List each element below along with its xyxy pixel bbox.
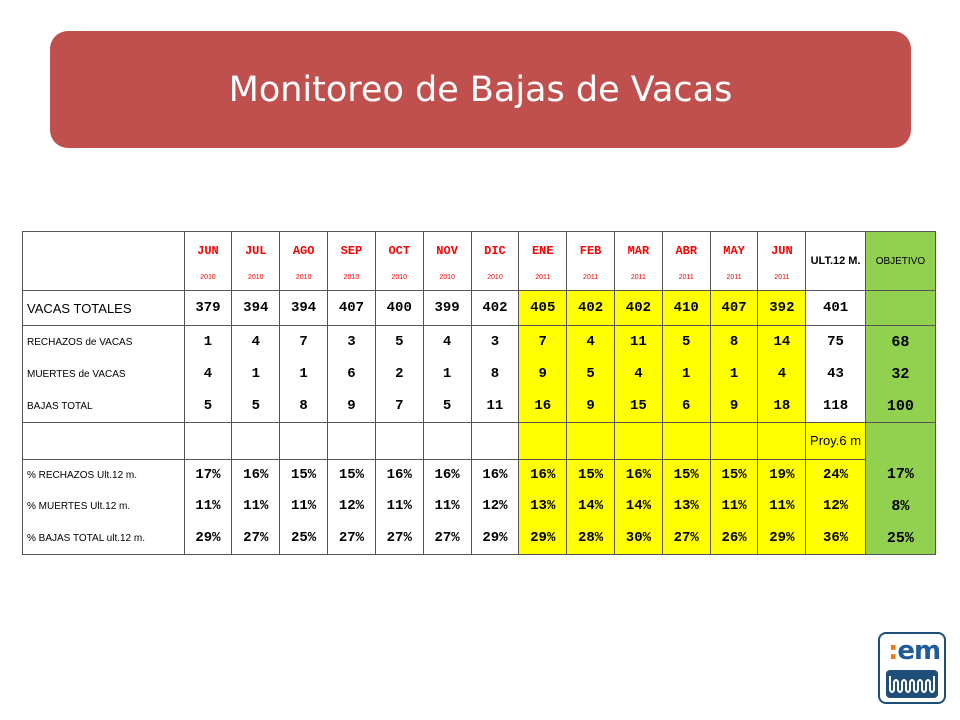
gap-cell — [567, 423, 615, 460]
table-cell: 8 — [471, 358, 519, 390]
table-cell: 402 — [615, 291, 663, 326]
table-cell: 16% — [615, 460, 663, 491]
table-cell: 18 — [758, 390, 806, 423]
table-cell: 1 — [232, 358, 280, 390]
table-cell: 11% — [375, 490, 423, 522]
table-cell: 1 — [662, 358, 710, 390]
table-cell: 14 — [758, 326, 806, 359]
table-cell: 16% — [423, 460, 471, 491]
objective-cell — [865, 291, 935, 326]
monitoring-table — [22, 231, 936, 555]
header-objetivo: OBJETIVO — [865, 232, 935, 291]
gap-cell — [23, 423, 185, 460]
table-cell: 5 — [232, 390, 280, 423]
table-cell: 16% — [471, 460, 519, 491]
table-cell: 11 — [471, 390, 519, 423]
table-cell: 7 — [519, 326, 567, 359]
header-month — [662, 232, 710, 291]
table-cell: 7 — [375, 390, 423, 423]
table-row — [23, 326, 936, 359]
month-label: DIC — [484, 243, 506, 258]
table-cell: 3 — [328, 326, 376, 359]
table-cell: 27% — [232, 522, 280, 555]
month-label: JUN — [197, 243, 219, 258]
table-cell: 394 — [232, 291, 280, 326]
gap-cell — [423, 423, 471, 460]
table-cell: 25% — [280, 522, 328, 555]
year-label: 2010 — [343, 273, 360, 281]
header-month — [567, 232, 615, 291]
table-cell: 4 — [567, 326, 615, 359]
year-label: 2010 — [295, 273, 312, 281]
table-cell: 19% — [758, 460, 806, 491]
row-label: RECHAZOS de VACAS — [23, 326, 185, 359]
header-month — [519, 232, 567, 291]
header-month — [184, 232, 232, 291]
header-row — [23, 232, 936, 291]
table-cell: 11% — [758, 490, 806, 522]
table-cell: 9 — [710, 390, 758, 423]
table-cell: 5 — [662, 326, 710, 359]
row-label: VACAS TOTALES — [23, 291, 185, 326]
gap-cell — [232, 423, 280, 460]
table-cell: 399 — [423, 291, 471, 326]
table-cell: 15 — [615, 390, 663, 423]
table-cell: 405 — [519, 291, 567, 326]
title-banner — [50, 31, 911, 148]
table-cell: 379 — [184, 291, 232, 326]
table-cell: 1 — [280, 358, 328, 390]
table-cell: 29% — [519, 522, 567, 555]
table-cell: 27% — [662, 522, 710, 555]
table-cell: 5 — [567, 358, 615, 390]
company-logo — [878, 632, 946, 704]
header-ult12: ULT.12 M. — [806, 232, 866, 291]
month-label: AGO — [292, 243, 315, 258]
year-label: 2011 — [678, 273, 694, 281]
ult12-cell: 118 — [806, 390, 866, 423]
header-month — [232, 232, 280, 291]
gap-cell — [375, 423, 423, 460]
table-cell: 1 — [423, 358, 471, 390]
year-label: 2011 — [774, 273, 790, 281]
month-label: FEB — [579, 243, 602, 258]
table-cell: 11% — [184, 490, 232, 522]
year-label: 2010 — [391, 273, 408, 281]
table-cell: 29% — [471, 522, 519, 555]
month-label: JUN — [771, 243, 793, 258]
header-month — [710, 232, 758, 291]
objective-cell: 25% — [865, 522, 935, 555]
table-cell: 9 — [328, 390, 376, 423]
table-row — [23, 460, 936, 491]
table-cell: 407 — [710, 291, 758, 326]
month-label: MAY — [723, 243, 745, 258]
table-cell: 11% — [280, 490, 328, 522]
header-month — [375, 232, 423, 291]
row-label: % BAJAS TOTAL ult.12 m. — [23, 522, 185, 555]
header-month — [328, 232, 376, 291]
row-label: MUERTES de VACAS — [23, 358, 185, 390]
table-cell: 6 — [662, 390, 710, 423]
table-cell: 16% — [375, 460, 423, 491]
gap-cell — [710, 423, 758, 460]
gap-cell — [662, 423, 710, 460]
table-cell: 7 — [280, 326, 328, 359]
gap-cell — [471, 423, 519, 460]
row-label: BAJAS TOTAL — [23, 390, 185, 423]
year-label: 2011 — [630, 273, 646, 281]
table-cell: 1 — [710, 358, 758, 390]
year-label: 2010 — [200, 273, 216, 281]
gap-cell — [865, 423, 935, 460]
table-row — [23, 291, 936, 326]
table-cell: 4 — [232, 326, 280, 359]
table-cell: 1 — [184, 326, 232, 359]
year-label: 2011 — [583, 273, 599, 281]
month-label: OCT — [388, 243, 411, 258]
table-cell: 410 — [662, 291, 710, 326]
header-month — [758, 232, 806, 291]
header-month — [280, 232, 328, 291]
table-row — [23, 490, 936, 522]
table-cell: 5 — [184, 390, 232, 423]
table-cell: 15% — [567, 460, 615, 491]
ult12-cell: 24% — [806, 460, 866, 491]
row-label: % MUERTES Ult.12 m. — [23, 490, 185, 522]
table-cell: 12% — [471, 490, 519, 522]
year-label: 2011 — [726, 273, 742, 281]
year-label: 2011 — [535, 273, 551, 281]
table-cell: 392 — [758, 291, 806, 326]
header-month — [423, 232, 471, 291]
ult12-cell: 401 — [806, 291, 866, 326]
table-cell: 394 — [280, 291, 328, 326]
table-cell: 6 — [328, 358, 376, 390]
table-cell: 400 — [375, 291, 423, 326]
table-cell: 8 — [280, 390, 328, 423]
logo-wave-icon — [886, 670, 938, 698]
table-cell: 402 — [471, 291, 519, 326]
table-cell: 14% — [615, 490, 663, 522]
table-cell: 402 — [567, 291, 615, 326]
table-cell: 407 — [328, 291, 376, 326]
table-cell: 4 — [615, 358, 663, 390]
table-row — [23, 522, 936, 555]
table-cell: 8 — [710, 326, 758, 359]
table-cell: 9 — [567, 390, 615, 423]
projection-label: Proy.6 m — [806, 423, 866, 460]
objective-cell: 17% — [865, 460, 935, 491]
gap-cell — [519, 423, 567, 460]
header-corner — [23, 232, 185, 291]
objective-cell: 8% — [865, 490, 935, 522]
table-cell: 14% — [567, 490, 615, 522]
table-cell: 16 — [519, 390, 567, 423]
table-cell: 16% — [519, 460, 567, 491]
projection-row — [23, 423, 936, 460]
gap-cell — [328, 423, 376, 460]
table-cell: 27% — [375, 522, 423, 555]
table-cell: 27% — [423, 522, 471, 555]
row-label: % RECHAZOS Ult.12 m. — [23, 460, 185, 491]
gap-cell — [758, 423, 806, 460]
table-cell: 15% — [328, 460, 376, 491]
ult12-cell: 36% — [806, 522, 866, 555]
table-cell: 4 — [758, 358, 806, 390]
table-cell: 11% — [232, 490, 280, 522]
table-cell: 28% — [567, 522, 615, 555]
year-label: 2010 — [487, 273, 503, 281]
table-cell: 13% — [662, 490, 710, 522]
gap-cell — [280, 423, 328, 460]
table-cell: 15% — [280, 460, 328, 491]
table-cell: 11% — [710, 490, 758, 522]
table-cell: 4 — [184, 358, 232, 390]
table-cell: 4 — [423, 326, 471, 359]
table-cell: 16% — [232, 460, 280, 491]
month-label: MAR — [627, 243, 650, 258]
ult12-cell: 43 — [806, 358, 866, 390]
month-label: ENE — [531, 243, 554, 258]
month-label: SEP — [340, 243, 363, 258]
year-label: 2010 — [248, 273, 264, 281]
table-cell: 2 — [375, 358, 423, 390]
header-month — [615, 232, 663, 291]
objective-cell: 68 — [865, 326, 935, 359]
gap-cell — [615, 423, 663, 460]
table-cell: 11 — [615, 326, 663, 359]
table-cell: 26% — [710, 522, 758, 555]
header-month — [471, 232, 519, 291]
table-cell: 30% — [615, 522, 663, 555]
table-cell: 17% — [184, 460, 232, 491]
year-label: 2010 — [439, 273, 455, 281]
table-cell: 11% — [423, 490, 471, 522]
month-label: NOV — [436, 243, 458, 258]
logo-text: :em — [888, 636, 941, 666]
table-cell: 27% — [328, 522, 376, 555]
table-cell: 5 — [423, 390, 471, 423]
table-cell: 29% — [758, 522, 806, 555]
objective-cell: 32 — [865, 358, 935, 390]
table-cell: 9 — [519, 358, 567, 390]
month-label: ABR — [675, 243, 698, 258]
gap-cell — [184, 423, 232, 460]
table-row — [23, 390, 936, 423]
table-cell: 13% — [519, 490, 567, 522]
table-cell: 29% — [184, 522, 232, 555]
month-label: JUL — [244, 243, 267, 258]
ult12-cell: 12% — [806, 490, 866, 522]
table-row — [23, 358, 936, 390]
table-cell: 12% — [328, 490, 376, 522]
ult12-cell: 75 — [806, 326, 866, 359]
table-cell: 15% — [662, 460, 710, 491]
table-cell: 15% — [710, 460, 758, 491]
objective-cell: 100 — [865, 390, 935, 423]
table-cell: 5 — [375, 326, 423, 359]
table-cell: 3 — [471, 326, 519, 359]
page-title: Monitoreo de Bajas de Vacas — [228, 69, 733, 110]
